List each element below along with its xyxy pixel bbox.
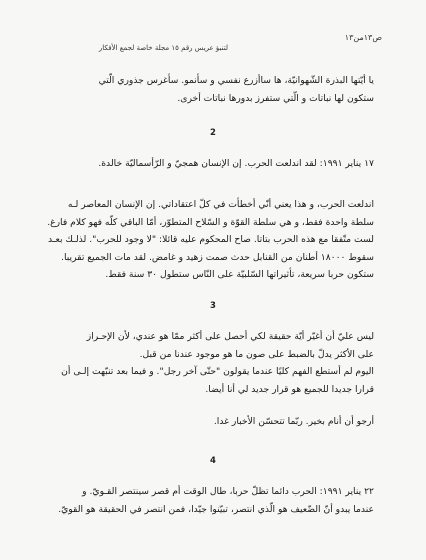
diary-entry-paragraph: [44, 483, 374, 518]
text-line: ستكون حربا سريعة، تأثيراتها السّلبيّة على النّاس ستطول ٣٠ سنة فقط.: [105, 269, 374, 280]
body-paragraph: [44, 328, 374, 398]
body-paragraph: [44, 413, 374, 431]
page-number: ص١٣من١٣: [344, 33, 382, 42]
text-line: ١٧ يناير ١٩٩١: لقد اندلعت الحرب. إن الإنسان همجيّ و الرّأسماليّة خالدة.: [98, 158, 374, 169]
text-line: على الأكثر يدلّ بالضبط على صون ما هو موجود عندنا من قبل.: [139, 348, 374, 360]
diary-entry-paragraph: [44, 155, 374, 173]
intro-paragraph: [44, 72, 374, 107]
section-number: 4: [210, 456, 216, 466]
body-paragraph: [44, 196, 374, 284]
text-line: يا أيّتها البذرة الشّهوانيّة، ها ساأزرع نفسي و سأنمو. سأغرس جذوري الّتي: [98, 75, 374, 86]
text-line: لست متّفقا مع هذه الحرب بتاتا. صاح المحكوم عليه قائلا: "لا وجود للحرب". لذلـك بعـد: [48, 234, 374, 245]
text-line: اليوم لم أستطع الفهم كليًا عندما يقولون "حتّى آخر رجل". و فيما بعد تنبّهت إلـى أن: [61, 366, 374, 377]
text-line: سلطة واحدة فقط، و هي سلطة القوّة و السّلاح المتطوّر، أمّا الباقي كلّه فهو كلام فارغ.: [47, 216, 374, 228]
text-line: أرجو أن أنام بخير. ربّما تتحسّن الأخبار غدا.: [213, 416, 374, 427]
text-line: سقوط ١٨٠٠٠ أطنان من القنابل حدث صمت زهيد و غامض. لقد مات الجميع تقريبا.: [61, 251, 374, 263]
text-line: قرارا جديدا للجميع هو قرار جديد لي أنا أيضا.: [205, 383, 374, 395]
header-line: لتنبؤ عريس رقم ١٥ مجلة خاصة لجمع الأفكار: [98, 44, 228, 52]
text-line: عندما يبدو أنّ الضّعيف هو الّذي انتصر، تبيّنوا جيّدا، فمن انتصر في الحقيقة هو القويّ.: [58, 503, 374, 515]
text-line: اندلعت الحرب، و هذا يعني أنّي أخطأت في كلّ اعتقاداتي. إن الإنسان المعاصر لـه: [67, 199, 374, 210]
section-number: 3: [210, 301, 216, 311]
text-line: ستكون لها نباتات و الّتي ستفرز بدورها نباتات أخرى.: [177, 92, 374, 104]
text-line: ليس عليّ أن أغيّر أيّة حقيقة لكي أحصل على أكثر ممّا هو عندي، لأن الإحـراز: [86, 331, 374, 342]
text-line: ٢٢ يناير ١٩٩١: الحرب دائما تظلّ حربا، طال الوقت أم قصر سينتصر القـويّ. و: [82, 486, 374, 497]
section-number: 2: [210, 128, 216, 138]
